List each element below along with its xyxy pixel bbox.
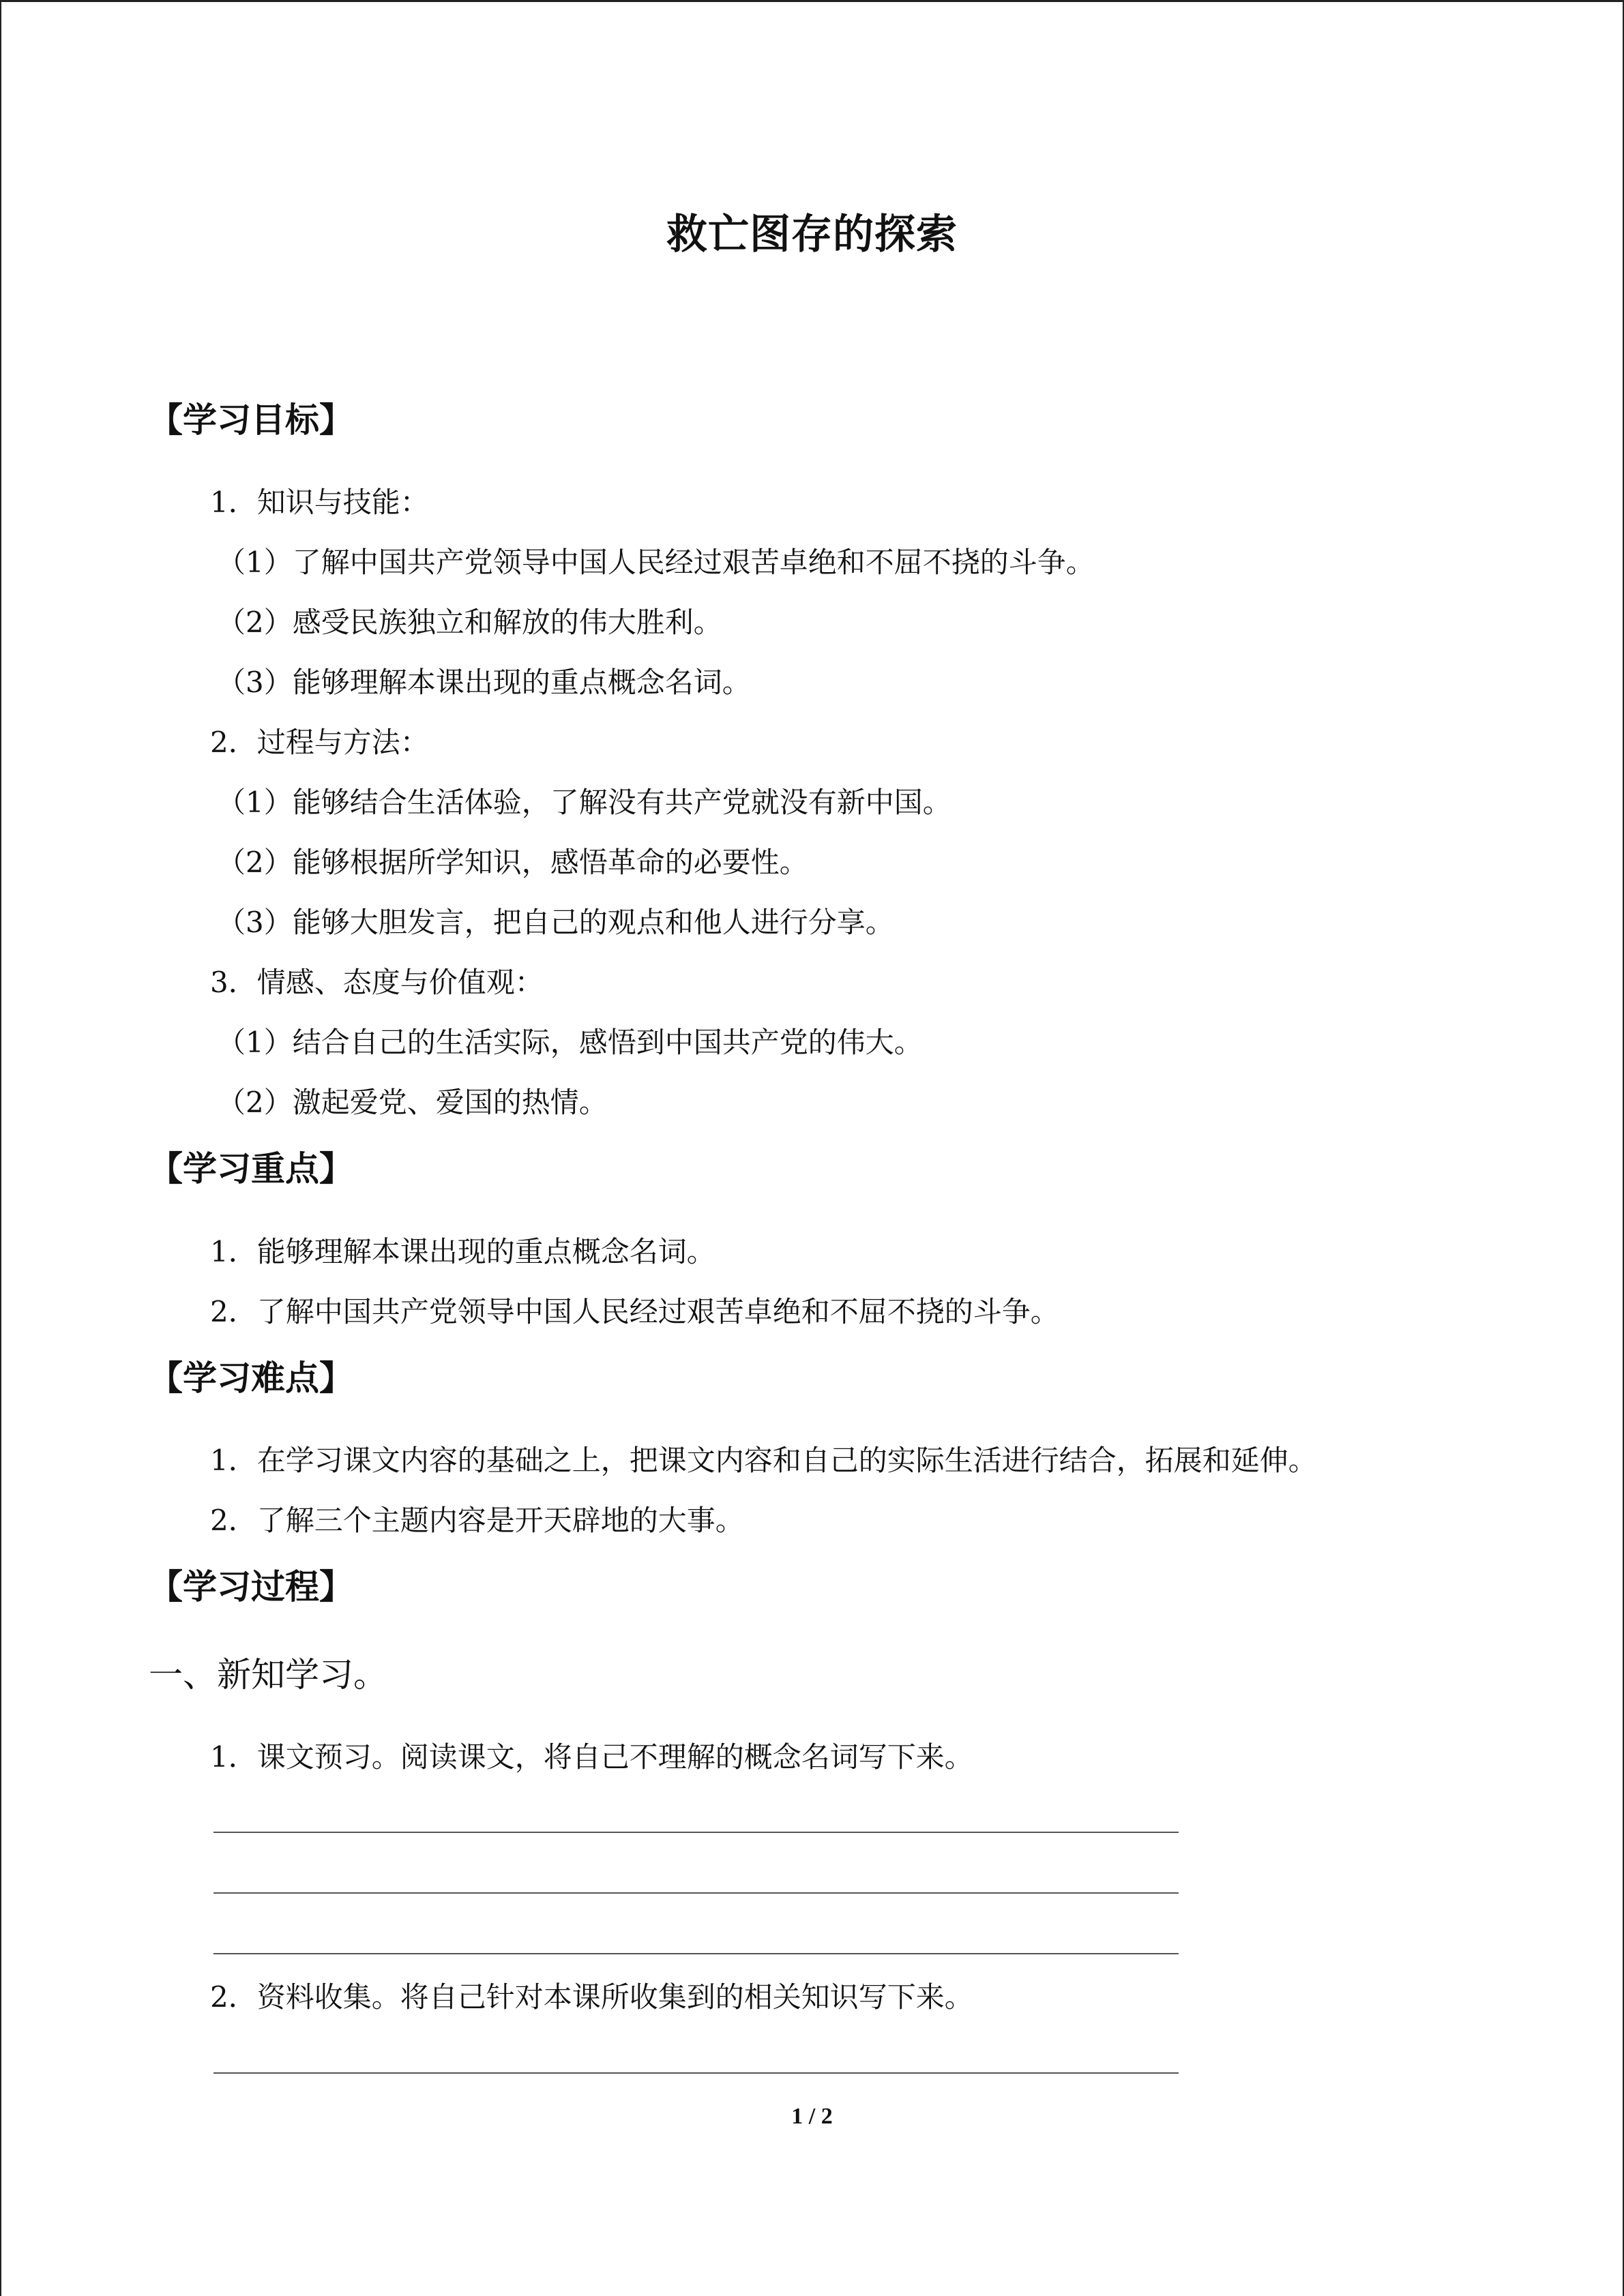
answer-line[interactable] [213, 1832, 1179, 1833]
answer-line[interactable] [213, 1953, 1179, 1954]
objective-emotion-heading: 3．情感、态度与价值观： [210, 966, 544, 999]
objective-knowledge-heading: 1．知识与技能： [210, 486, 429, 519]
objective-knowledge-item: （3）能够理解本课出现的重点概念名词。 [217, 666, 751, 699]
difficulty-item: 1．在学习课文内容的基础之上，把课文内容和自己的实际生活进行结合，拓展和延伸。 [210, 1444, 1317, 1477]
page-number: 1 / 2 [791, 2104, 833, 2129]
key-point-item: 2．了解中国共产党领导中国人民经过艰苦卓绝和不屈不挠的斗争。 [210, 1295, 1059, 1328]
process-part-one-heading: 一、新知学习。 [149, 1655, 387, 1695]
page-title: 救亡图存的探索 [666, 211, 958, 258]
difficulty-item: 2．了解三个主题内容是开天辟地的大事。 [210, 1504, 744, 1537]
objective-knowledge-item: （2）感受民族独立和解放的伟大胜利。 [217, 606, 722, 639]
section-heading-process: 【学习过程】 [149, 1567, 353, 1607]
answer-line[interactable] [213, 1892, 1179, 1894]
task-collect-instruction: 2．资料收集。将自己针对本课所收集到的相关知识写下来。 [210, 1980, 973, 2014]
objective-knowledge-item: （1）了解中国共产党领导中国人民经过艰苦卓绝和不屈不挠的斗争。 [217, 546, 1095, 579]
key-point-item: 1．能够理解本课出现的重点概念名词。 [210, 1235, 715, 1268]
objective-emotion-item: （1）结合自己的生活实际，感悟到中国共产党的伟大。 [217, 1026, 923, 1059]
answer-line[interactable] [213, 2072, 1179, 2074]
section-heading-objectives: 【学习目标】 [149, 400, 353, 440]
objective-process-item: （2）能够根据所学知识，感悟革命的必要性。 [217, 846, 808, 879]
objective-process-heading: 2．过程与方法： [210, 726, 429, 759]
objective-process-item: （3）能够大胆发言，把自己的观点和他人进行分享。 [217, 906, 894, 939]
task-preview-instruction: 1．课文预习。阅读课文，将自己不理解的概念名词写下来。 [210, 1740, 973, 1774]
section-heading-key-points: 【学习重点】 [149, 1149, 353, 1189]
objective-process-item: （1）能够结合生活体验，了解没有共产党就没有新中国。 [217, 786, 951, 819]
objective-emotion-item: （2）激起爱党、爱国的热情。 [217, 1086, 608, 1119]
section-heading-difficulties: 【学习难点】 [149, 1358, 353, 1398]
